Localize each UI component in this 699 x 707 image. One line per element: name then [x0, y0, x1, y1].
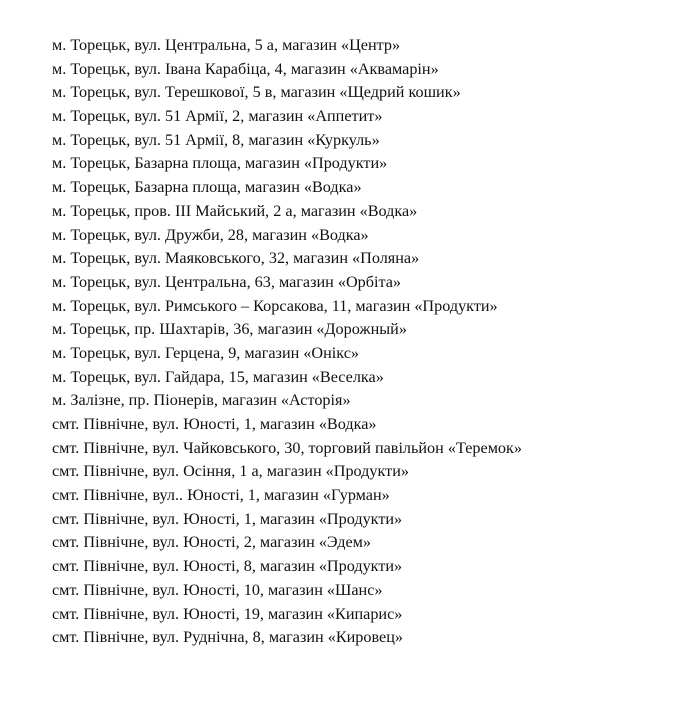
address-line: м. Торецьк, Базарна площа, магазин «Продукти» [52, 154, 388, 173]
address-line: м. Торецьк, вул. Центральна, 63, магазин «Орбіта» [52, 272, 402, 291]
address-line: смт. Північне, вул. Юності, 2, магазин «Эдем» [52, 533, 371, 552]
address-list [52, 34, 522, 650]
address-line: м. Торецьк, вул. 51 Армії, 8, магазин «Куркуль» [52, 130, 380, 149]
address-line: смт. Північне, вул. Юності, 19, магазин «Кипарис» [52, 604, 403, 623]
address-line: м. Торецьк, пров. III Майський, 2 а, магазин «Водка» [52, 201, 418, 220]
address-line: смт. Північне, вул. Юності, 10, магазин «Шанс» [52, 580, 383, 599]
address-line: м. Торецьк, вул. Терешкової, 5 в, магазин «Щедрий кошик» [52, 83, 461, 102]
address-line: смт. Північне, вул. Осіння, 1 а, магазин «Продукти» [52, 462, 409, 481]
address-line: смт. Північне, вул. Юності, 1, магазин «Водка» [52, 415, 377, 433]
address-line: м. Торецьк, вул. Дружби, 28, магазин «Водка» [52, 225, 369, 244]
address-line: м. Торецьк, вул. 51 Армії, 2, магазин «Аппетит» [52, 107, 383, 126]
address-line: смт. Північне, вул. Юності, 8, магазин «Продукти» [52, 557, 403, 576]
address-line: м. Торецьк, вул. Герцена, 9, магазин «Онікс» [52, 343, 359, 362]
address-line: смт. Північне, вул. Юності, 1, магазин «Продукти» [52, 509, 403, 528]
address-line: м. Торецьк, пр. Шахтарів, 36, магазин «Дорожный» [52, 320, 407, 339]
address-line: м. Торецьк, вул. Римського – Корсакова, 11, магазин «Продукти» [52, 296, 498, 315]
address-line: м. Торецьк, вул. Центральна, 5 а, магазин «Центр» [52, 36, 401, 54]
address-line: смт. Північне, вул.. Юності, 1, магазин «Гурман» [52, 486, 390, 505]
address-line: м. Торецьк, вул. Гайдара, 15, магазин «Веселка» [52, 367, 384, 386]
address-line: м. Залізне, пр. Піонерів, магазин «Асторія» [52, 391, 351, 410]
address-line: м. Торецьк, вул. Івана Карабіца, 4, магазин «Аквамарін» [52, 59, 439, 78]
address-line: смт. Північне, вул. Руднічна, 8, магазин «Кировец» [52, 628, 403, 647]
address-line: м. Торецьк, вул. Маяковського, 32, магазин «Поляна» [52, 249, 420, 268]
address-line: смт. Північне, вул. Чайковського, 30, торговий павільйон «Теремок» [52, 438, 522, 457]
address-line: м. Торецьк, Базарна площа, магазин «Водка» [52, 178, 362, 197]
